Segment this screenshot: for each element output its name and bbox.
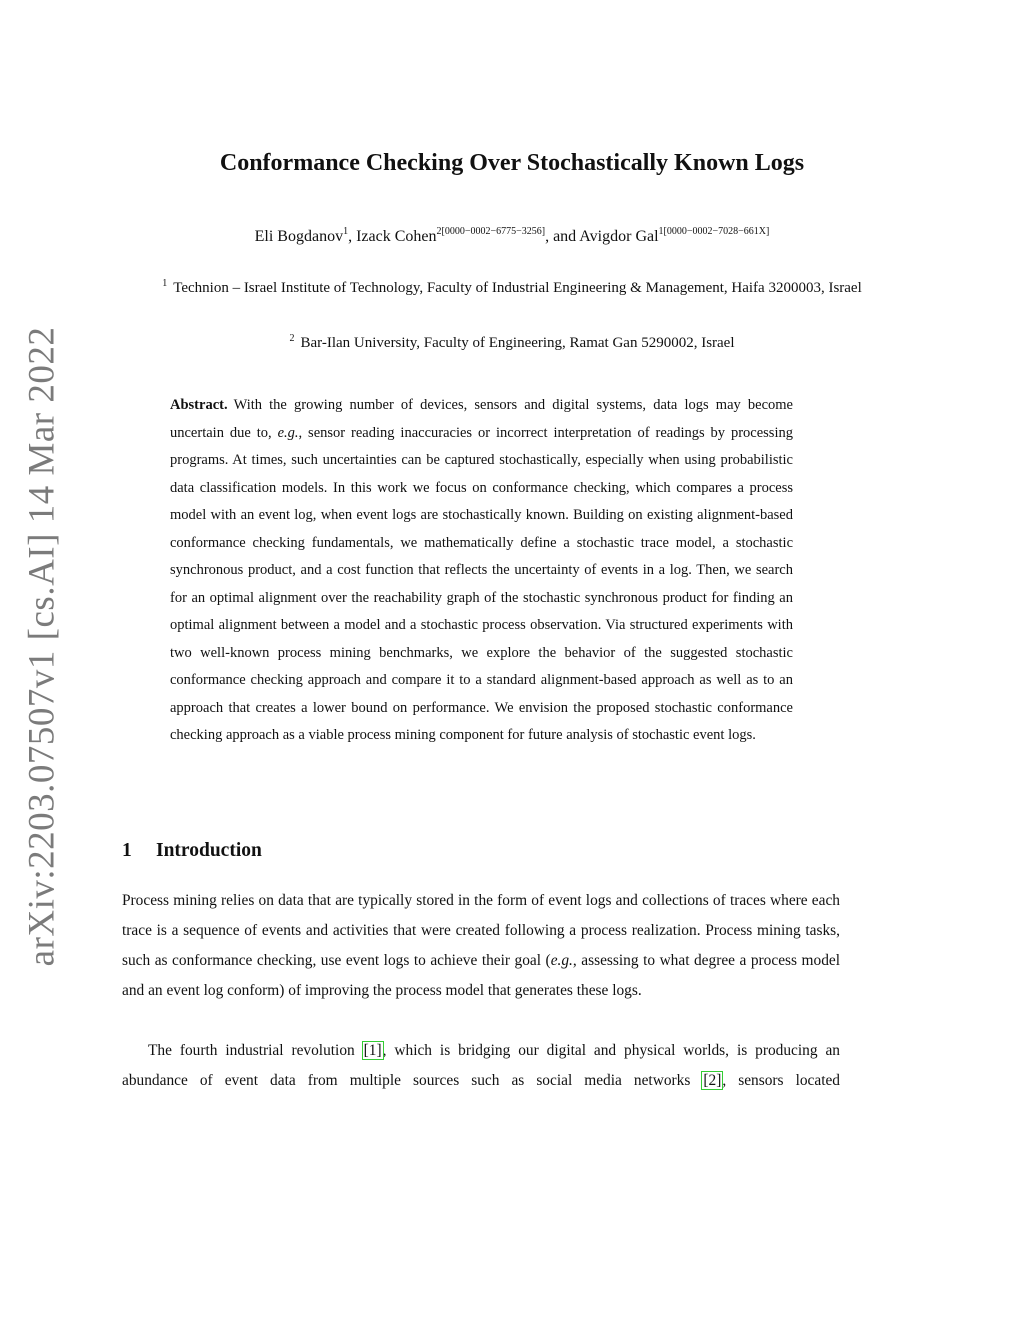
author-name: Eli Bogdanov xyxy=(254,228,344,245)
abstract-label: Abstract. xyxy=(170,397,228,413)
body-paragraph-1 xyxy=(122,886,840,1006)
affiliation-1 xyxy=(140,270,884,302)
paragraph-text: , sensors located xyxy=(722,1072,841,1089)
paragraph-text: , which is bridging our digital and physical worlds, is producing an abundance of event data from multiple sources such as social media networks xyxy=(122,1042,840,1089)
citation-link-2[interactable]: [2] xyxy=(703,1072,722,1089)
affiliation-2 xyxy=(140,325,884,357)
affiliation-mark: 2 xyxy=(289,333,295,344)
abstract-text: , sensor reading inaccuracies or incorrect interpretation of readings by processing programs. At times, such uncertainties can be captured stochastically, especially when using probabilistic data classification models. In this work we focus on conformance checking, which compares a process model with an event log, when event logs are stochastically known. Building on existing alignment-based conformance checking fundamentals, we mathematically define a stochastic trace model, a stochastic synchronous product, and a cost function that reflects the uncertainty of events in a log. Then, we search for an optimal alignment over the reachability graph of the stochastic synchronous product for finding an optimal alignment between a model and a stochastic process observation. Via structured experiments with two well-known process mining benchmarks, we explore the behavior of the suggested stochastic conformance checking approach and compare it to a standard alignment-based approach as well as to an approach that creates a lower bound on performance. We envision the proposed stochastic conformance checking approach as a viable process mining component for future analysis of stochastic event logs. xyxy=(170,424,793,743)
author-separator: , and xyxy=(545,228,580,245)
author-name: Izack Cohen xyxy=(356,228,437,245)
paragraph-text: The fourth industrial revolution xyxy=(148,1042,363,1059)
author-separator: , xyxy=(348,228,357,245)
section-title: Introduction xyxy=(156,840,262,861)
author-name: Avigdor Gal xyxy=(579,228,659,245)
paper-title: Conformance Checking Over Stochastically Known Logs xyxy=(219,150,805,176)
arxiv-stamp-text: arXiv:2203.07507v1 [cs.AI] 14 Mar 2022 xyxy=(21,326,63,966)
abstract-text: With the growing number of devices, sensors and digital systems, data logs may become uncertain due to, xyxy=(170,397,793,441)
citation-link-1[interactable]: [1] xyxy=(363,1042,382,1059)
arxiv-identifier-stamp xyxy=(14,326,70,966)
section-number: 1 xyxy=(122,840,132,861)
body-paragraph-2 xyxy=(122,1036,840,1096)
section-heading-introduction xyxy=(122,840,262,862)
paragraph-text: , assessing to what degree a process model and an event log conform) of improving the process model that generates these logs. xyxy=(122,952,840,999)
author-affiliation-mark: 1 xyxy=(343,226,349,237)
abstract xyxy=(170,392,793,750)
author-affiliation-mark: 2[0000−0002−6775−3256] xyxy=(436,226,546,237)
paragraph-text: Process mining relies on data that are typically stored in the form of event logs and collections of traces where each trace is a sequence of events and activities that were created following a process realization. Process mining tasks, such as conformance checking, use event logs to achieve their goal ( xyxy=(122,892,840,969)
abstract-eg: e.g. xyxy=(277,424,299,441)
author-list xyxy=(0,226,1024,246)
affiliation-text: Bar-Ilan University, Faculty of Engineering, Ramat Gan 5290002, Israel xyxy=(300,335,735,351)
paragraph-eg: e.g. xyxy=(550,952,573,969)
author-affiliation-mark: 1[0000−0002−7028−661X] xyxy=(658,226,770,237)
affiliation-mark: 1 xyxy=(162,278,168,289)
affiliation-text: Technion – Israel Institute of Technology, Faculty of Industrial Engineering & Management, Haifa 3200003, Israel xyxy=(173,280,862,296)
